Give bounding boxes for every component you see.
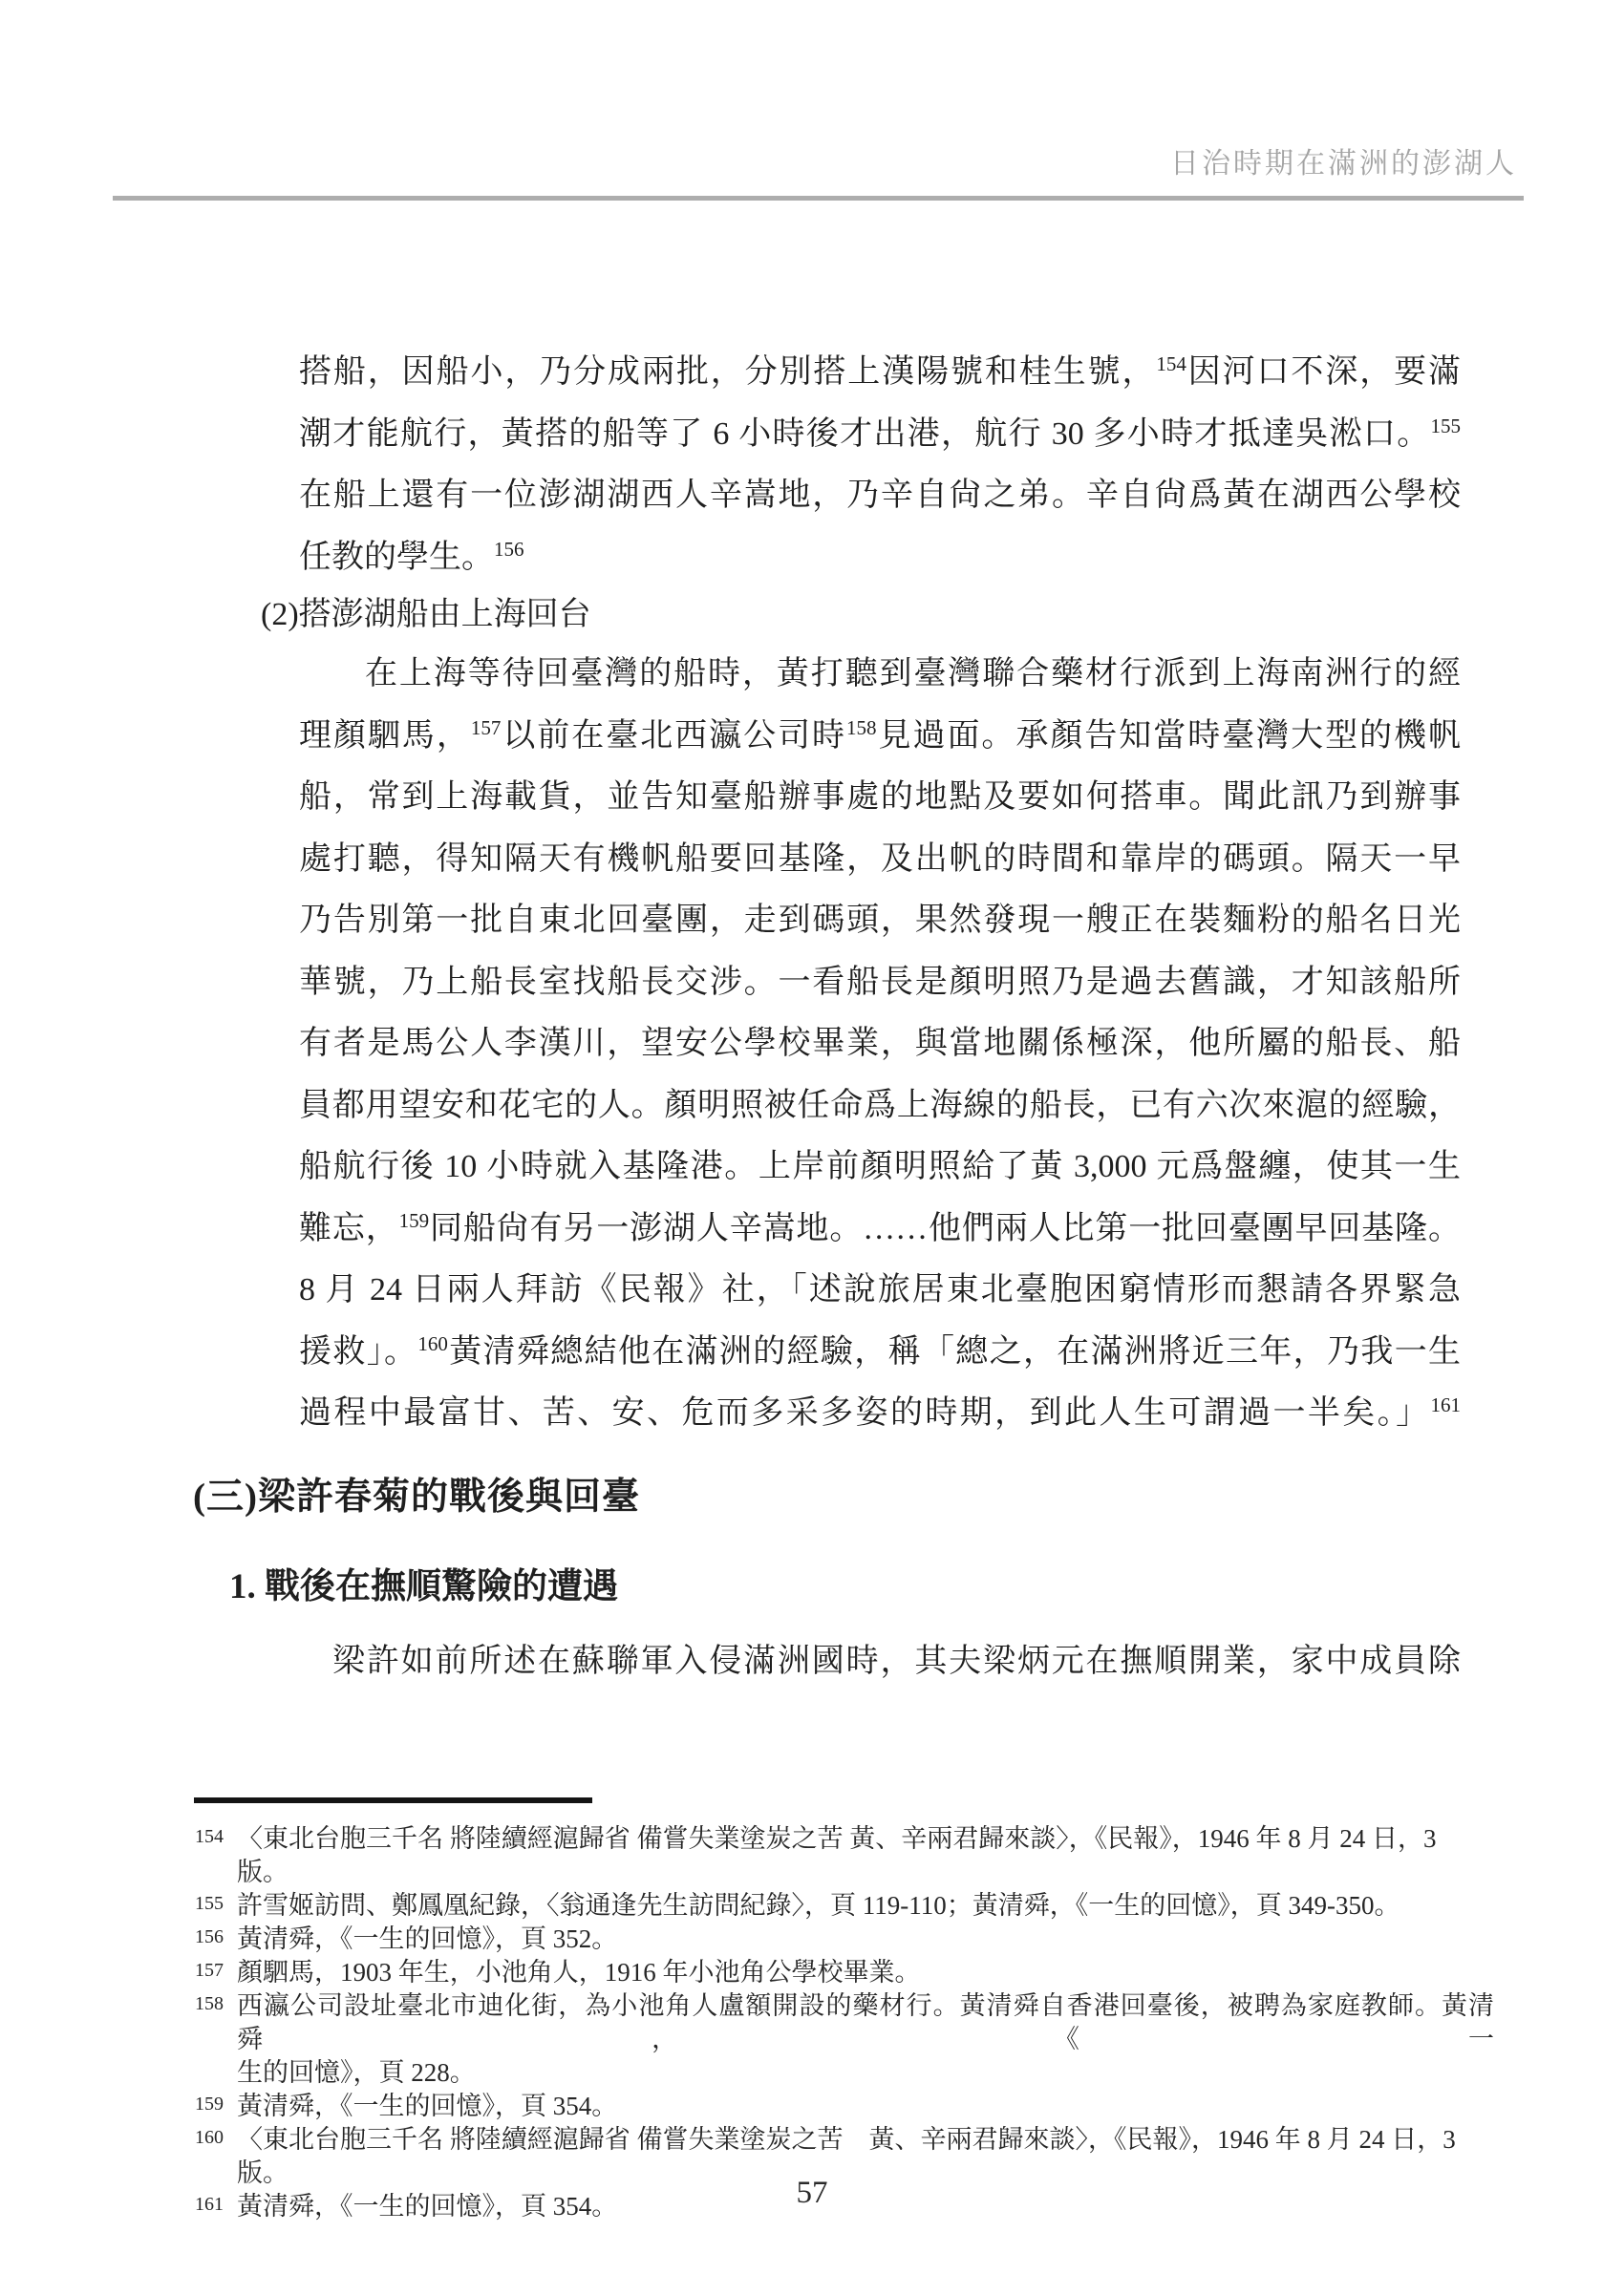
footnote-line: 黃清舜，《一生的回憶》，頁 354。 <box>237 2192 618 2221</box>
footnote-separator <box>194 1797 592 1803</box>
footnote-ref-157: 157 <box>470 715 502 739</box>
text-line <box>299 527 1461 589</box>
footnote-text <box>237 1889 1494 1923</box>
text-line <box>299 767 1461 829</box>
text-line <box>299 1199 1461 1261</box>
footnote-line: 許雪姬訪問、鄭鳳凰紀錄，〈翁通逢先生訪問紀錄〉，頁 119-110；黃清舜，《一生的回憶》，頁 349-350。 <box>237 1891 1400 1920</box>
footnote-number: 161 <box>195 2194 224 2215</box>
body-text: 難忘， <box>299 1210 399 1246</box>
footnote-line: 顏駟馬，1903 年生，小池角人，1916 年小池角公學校畢業。 <box>237 1958 921 1987</box>
text-line <box>299 952 1461 1014</box>
text-line <box>299 1383 1461 1445</box>
footnote-number: 157 <box>195 1960 224 1981</box>
body-text: 員都用望安和花宅的人。顏明照被任命爲上海線的船長，已有六次來滬的經驗， <box>299 1087 1461 1123</box>
footnote-text <box>237 1956 1494 1989</box>
footnote-line: 〈東北台胞三千名 將陸續經滬歸省 備嘗失業塗炭之苦 黃、辛兩君歸來談〉，《民報》，1946 年 8 月 24 日，3 版。 <box>237 2125 1456 2187</box>
footnote-number: 155 <box>195 1893 224 1914</box>
footnote-ref-161: 161 <box>1430 1393 1462 1416</box>
page-number: 57 <box>796 2176 828 2210</box>
footnote-text <box>237 1923 1494 1956</box>
footnote-item-159 <box>195 2090 1494 2123</box>
text-line <box>299 706 1461 768</box>
quoted-text: 述說旅居東北臺胞困窮情形而懇請各界緊急 <box>808 1272 1461 1307</box>
quoted-text: 過程中最富甘、苦、安、危而多采多姿的時期，到此人生可謂過一半矣。 <box>299 1395 1397 1431</box>
footnote-ref-156: 156 <box>494 537 524 561</box>
text-line <box>299 1013 1461 1075</box>
footnote-ref-158: 158 <box>846 715 877 739</box>
body-text: 有者是馬公人李漢川，望安公學校畢業，與當地關係極深，他所屬的船長、船 <box>299 1026 1461 1061</box>
body-text: 」 <box>1396 1395 1431 1431</box>
footnote-line: 黃清舜，《一生的回憶》，頁 352。 <box>237 1924 618 1953</box>
body-text: 」。 <box>366 1333 418 1370</box>
footnote-line: 黃清舜，《一生的回憶》，頁 354。 <box>237 2092 618 2120</box>
body-text: 華號，乃上船長室找船長交涉。一看船長是顏明照乃是過去舊識，才知該船所 <box>299 964 1461 1000</box>
quoted-text: 總之，在滿洲將近三年，乃我一生 <box>955 1333 1462 1370</box>
paragraph-3 <box>299 1631 1461 1693</box>
paragraph-2 <box>299 644 1461 1445</box>
text-line <box>299 465 1461 527</box>
footnote-ref-159: 159 <box>398 1208 430 1232</box>
body-text: 任教的學生。 <box>299 539 494 575</box>
body-text: 黃清舜總結他在滿洲的經驗，稱「 <box>447 1333 956 1370</box>
text-line <box>299 644 1461 706</box>
footnote-number: 154 <box>195 1826 224 1847</box>
body-text: 同船尙有另一澎湖人辛嵩地。……他們兩人比第一批回臺團早回基隆。 <box>429 1210 1462 1246</box>
section-heading: (三)梁許春菊的戰後與回臺 <box>193 1477 640 1518</box>
body-text: 理顏駟馬， <box>299 717 471 754</box>
body-text: 船，常到上海載貨，並告知臺船辦事處的地點及要如何搭車。聞此訊乃到辦事 <box>299 779 1461 815</box>
footnote-number: 158 <box>195 1993 224 2014</box>
text-line <box>299 1137 1461 1199</box>
footnote-item-154 <box>195 1822 1494 1889</box>
body-text: 梁許如前所述在蘇聯軍入侵滿洲國時，其夫梁炳元在撫順開業，家中成員除 <box>332 1644 1461 1679</box>
paragraph-1 <box>299 342 1461 588</box>
footnote-ref-154: 154 <box>1156 352 1186 375</box>
footnote-line: 〈東北台胞三千名 將陸續經滬歸省 備嘗失業塗炭之苦 黃、辛兩君歸來談〉，《民報》，1946 年 8 月 24 日，3 版。 <box>237 1824 1437 1886</box>
footnote-text <box>237 2090 1494 2123</box>
body-text: 潮才能航行，黃搭的船等了 6 小時後才出港，航行 30 多小時才抵達吳淞口。 <box>299 415 1431 452</box>
quoted-text: 援救 <box>299 1333 367 1370</box>
text-line <box>299 890 1461 952</box>
footnote-line: 西瀛公司設址臺北市迪化街，為小池角人盧額開設的藥材行。黃清舜自香港回臺後，被聘為家庭教師。黃清舜，《一 <box>237 1991 1494 2053</box>
text-line <box>299 404 1461 466</box>
text-line <box>299 1260 1461 1322</box>
footnote-item-156 <box>195 1923 1494 1956</box>
text-line <box>299 829 1461 891</box>
footnote-text <box>237 1989 1494 2090</box>
text-line <box>299 1631 1461 1693</box>
footnote-item-158 <box>195 1989 1494 2090</box>
subheading-2: (2)搭澎湖船由上海回台 <box>261 597 591 632</box>
footnote-number: 159 <box>195 2094 224 2115</box>
body-text: 搭船，因船小，乃分成兩批，分別搭上漢陽號和桂生號， <box>299 354 1157 390</box>
footnote-ref-155: 155 <box>1430 414 1461 437</box>
footnote-item-157 <box>195 1956 1494 1989</box>
footnotes-section <box>195 1822 1494 2223</box>
body-text: 見過面。承顏告知當時臺灣大型的機帆 <box>876 717 1462 754</box>
footnote-text <box>237 1822 1494 1889</box>
footnote-number: 156 <box>195 1926 224 1947</box>
subsection-heading: 1. 戰後在撫順驚險的遭遇 <box>229 1567 618 1606</box>
footnote-ref-160: 160 <box>417 1331 448 1355</box>
running-header: 日治時期在滿洲的澎湖人 <box>1170 148 1517 180</box>
footnote-line: 生的回憶》，頁 228。 <box>237 2058 476 2087</box>
body-text: 因河口不深，要滿 <box>1186 354 1462 390</box>
text-line <box>299 342 1461 404</box>
body-text: 處打聽，得知隔天有機帆船要回基隆，及出帆的時間和靠岸的碼頭。隔天一早 <box>299 840 1461 877</box>
body-text: 船航行後 10 小時就入基隆港。上岸前顏明照給了黃 3,000 元爲盤纏，使其一生 <box>299 1149 1461 1184</box>
footnote-number: 160 <box>195 2127 224 2148</box>
body-text: 在船上還有一位澎湖湖西人辛嵩地，乃辛自尙之弟。辛自尙爲黃在湖西公學校 <box>299 478 1461 513</box>
header-rule <box>113 196 1524 201</box>
body-text: 以前在臺北西瀛公司時 <box>501 717 847 754</box>
body-text: 乃告別第一批自東北回臺團，走到碼頭，果然發現一艘正在裝麵粉的船名日光 <box>299 903 1461 938</box>
body-text: 在上海等待回臺灣的船時，黃打聽到臺灣聯合藥材行派到上海南洲行的經 <box>365 656 1461 691</box>
body-text: 8 月 24 日兩人拜訪《民報》社，「 <box>299 1272 809 1307</box>
text-line <box>299 1322 1461 1384</box>
footnote-item-155 <box>195 1889 1494 1923</box>
text-line <box>299 1075 1461 1137</box>
